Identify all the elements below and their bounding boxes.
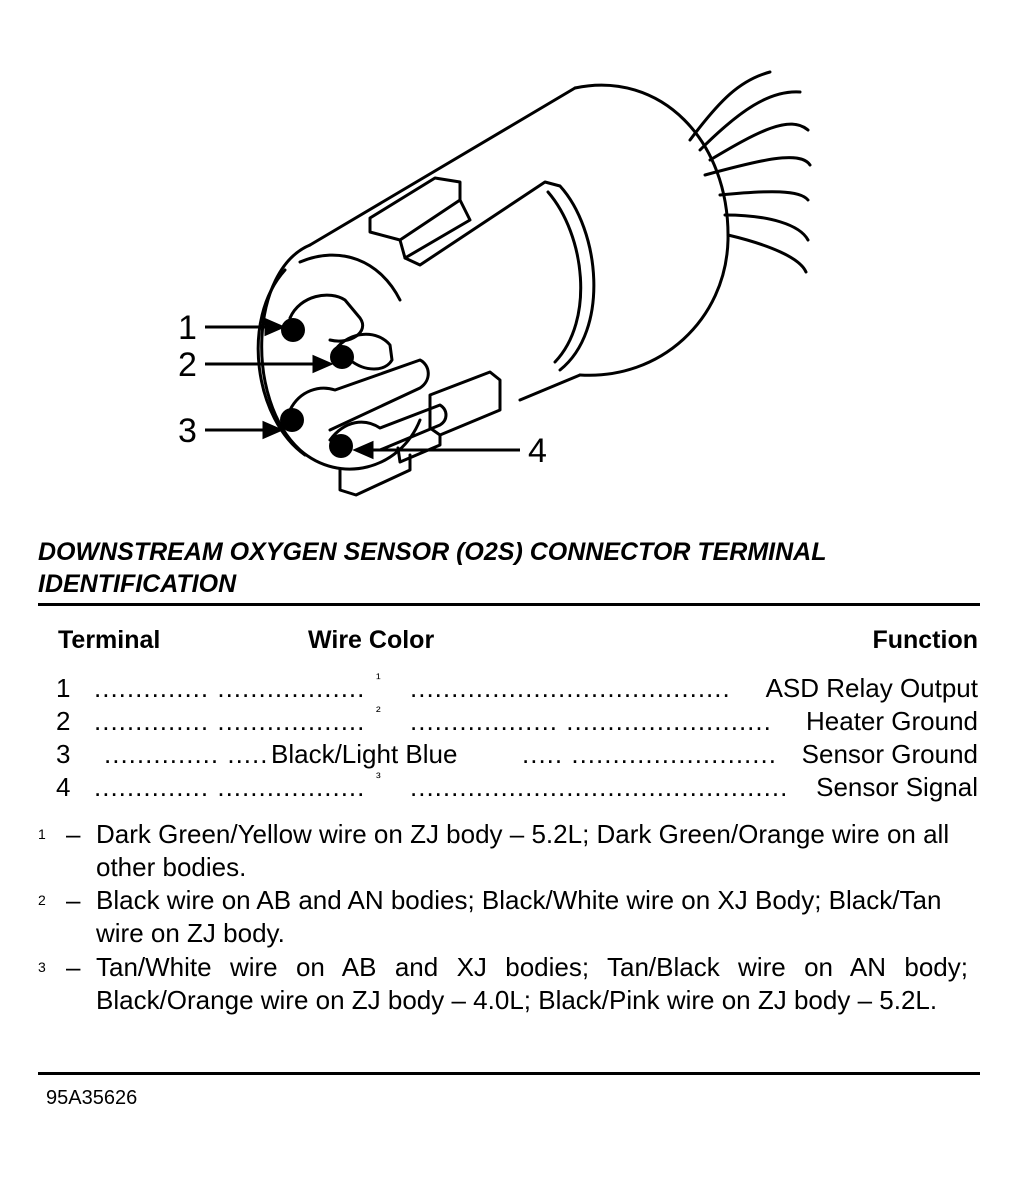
header-wire-color: Wire Color: [308, 626, 435, 654]
function-label: Sensor Ground: [801, 739, 978, 769]
diagram-title: DOWNSTREAM OXYGEN SENSOR (O2S) CONNECTOR TERMINAL IDENTIFICATION: [38, 538, 827, 598]
leader-dots: ..... .........................: [522, 739, 777, 769]
footnote-dash: –: [66, 819, 81, 849]
terminal-number: 1: [56, 673, 71, 703]
function-label: Heater Ground: [806, 706, 978, 736]
terminal-3-pin: [280, 408, 304, 432]
header-terminal: Terminal: [58, 626, 161, 654]
bottom-rule: [38, 1072, 980, 1075]
terminal-number: 2: [56, 706, 71, 736]
leader-dots: .......................................: [410, 673, 731, 703]
footnote-text: Dark Green/Yellow wire on ZJ body – 5.2L; Dark Green/Orange wire on all other bodies.: [96, 819, 950, 882]
footnote-2: [38, 884, 968, 950]
footnote-dash: –: [66, 952, 81, 982]
callout-3: 3: [178, 412, 197, 450]
leader-dots: .............. ..................: [94, 673, 366, 703]
terminal-1-pin: [281, 318, 305, 342]
leader-dots: ..............................................: [410, 772, 789, 802]
wire-color-ref: ¹: [376, 670, 381, 686]
connector-diagram: [0, 0, 1018, 520]
terminal-4-pin: [329, 434, 353, 458]
footnote-dash: –: [66, 885, 81, 915]
connector-rear: [575, 85, 728, 375]
terminal-number: 3: [56, 739, 71, 769]
table-row: [56, 771, 978, 804]
wire-color-ref: ²: [376, 703, 381, 719]
table-row: [56, 672, 978, 705]
leader-dots: .................. .........................: [410, 706, 772, 736]
footnote-3: [38, 951, 968, 1017]
table-row: [56, 738, 978, 771]
wire-color-value: Black/Light Blue: [271, 739, 458, 769]
footnote-mark: 2: [38, 892, 46, 908]
table-row: [56, 705, 978, 738]
footnote-1: [38, 818, 968, 884]
callout-1: 1: [178, 309, 197, 347]
callout-4: 4: [528, 432, 547, 470]
function-label: ASD Relay Output: [765, 673, 978, 703]
callout-2: 2: [178, 346, 197, 384]
leader-dots: .............. ..................: [94, 772, 366, 802]
footnote-mark: 1: [38, 826, 46, 842]
leader-dots: .............. .....: [104, 739, 269, 769]
title-rule: [38, 603, 980, 606]
wire-color-ref: ³: [376, 769, 381, 785]
footnote-text: Black wire on AB and AN bodies; Black/White wire on XJ Body; Black/Tan wire on ZJ body.: [96, 885, 942, 948]
leader-dots: .............. ..................: [94, 706, 366, 736]
terminal-number: 4: [56, 772, 71, 802]
terminal-2-pin: [330, 345, 354, 369]
latch-top: [370, 178, 460, 240]
header-function: Function: [872, 626, 978, 654]
wire-bundle: [690, 72, 770, 140]
function-label: Sensor Signal: [816, 772, 978, 802]
figure-code: 95A35626: [46, 1087, 138, 1109]
footnote-text: Tan/White wire on AB and XJ bodies; Tan/Black wire on AN body; Black/Orange wire on ZJ body – 4.0L; Black/Pink wire on ZJ body – 5.2L.: [96, 952, 968, 1015]
footnote-mark: 3: [38, 959, 46, 975]
